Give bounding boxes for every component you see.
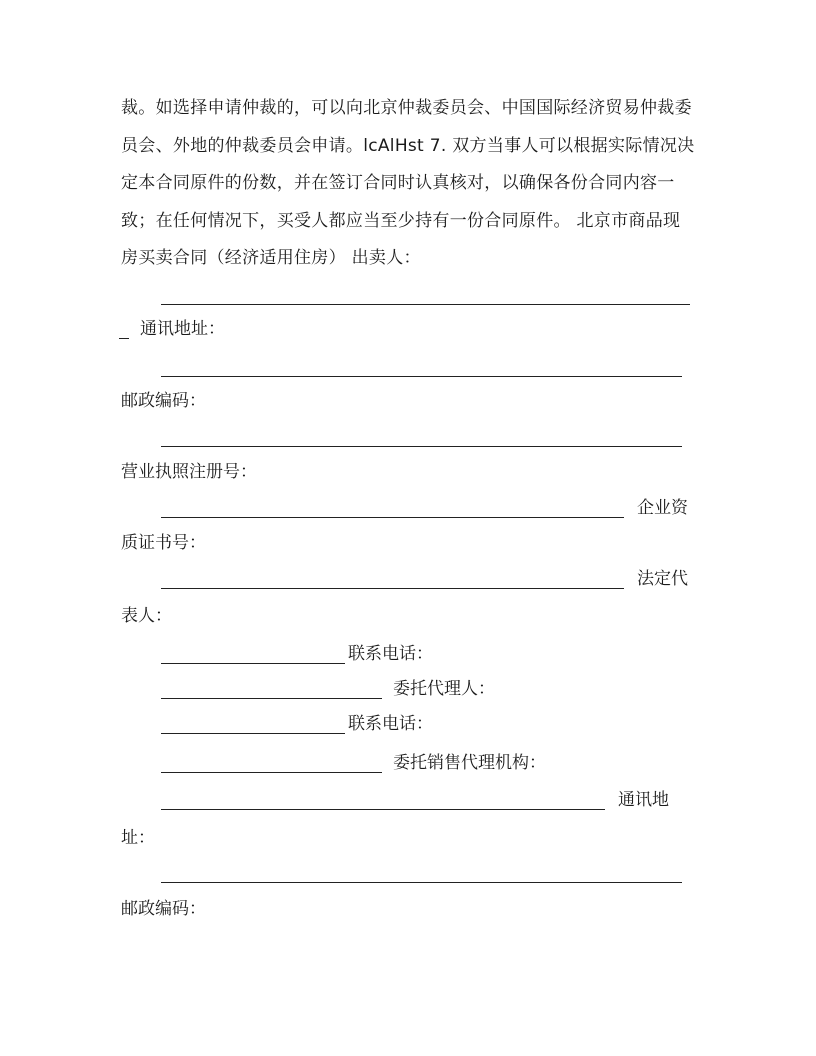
agent-label: 委托代理人： [393, 679, 495, 699]
qualification-label-a: 企业资 [637, 498, 688, 518]
agent-blank-line[interactable] [161, 713, 345, 734]
business-license-blank-line[interactable] [161, 497, 624, 518]
sales-agency-blank-line[interactable] [161, 789, 605, 810]
sales-agency-row [0, 752, 816, 782]
legal-rep-row [0, 568, 816, 598]
phone-row-2 [0, 713, 816, 743]
seller-blank-line[interactable] [161, 284, 690, 305]
legal-rep-row-b [0, 605, 816, 635]
postcode-row-1 [0, 390, 816, 420]
phone-label-2: 联系电话： [348, 714, 433, 734]
postcode-label-1: 邮政编码： [121, 391, 206, 411]
legal-rep-label-a: 法定代 [637, 569, 688, 589]
address-row [0, 318, 816, 348]
qualification-label-b: 质证书号： [121, 533, 206, 553]
qualification-blank-line[interactable] [161, 568, 624, 589]
phone-blank-line-1[interactable] [161, 678, 382, 699]
sales-agency-label: 委托销售代理机构： [393, 753, 546, 773]
postcode-blank-row-1 [0, 426, 816, 456]
address2-row-b [0, 827, 816, 857]
phone-row-1 [0, 643, 816, 673]
agent-row [0, 678, 816, 708]
address-label: 通讯地址： [140, 319, 225, 339]
address-blank-row [0, 356, 816, 386]
phone-label-1: 联系电话： [348, 644, 433, 664]
address2-label-a: 通讯地 [618, 790, 669, 810]
business-license-row [0, 461, 816, 491]
legal-rep-blank-line[interactable] [161, 643, 345, 664]
address2-blank-row [0, 862, 816, 892]
intro-paragraph: 裁。如选择申请仲裁的，可以向北京仲裁委员会、中国国际经济贸易仲裁委员会、外地的仲裁委员会申请。lcAlHst 7. 双方当事人可以根据实际情况决定本合同原件的份数，并在签订合同时认真核对，以确保各份合同内容一致；在任何情况下，买受人都应当至少持有一份合同原件。 北京市商品现房买卖合同（经济适用住房） 出卖人： [121, 98, 695, 268]
address2-row [0, 789, 816, 819]
qualification-row [0, 497, 816, 527]
qualification-row-b [0, 532, 816, 562]
postcode-label-2: 邮政编码： [121, 899, 206, 919]
address-leading-blank [119, 318, 129, 339]
business-license-label: 营业执照注册号： [121, 462, 257, 482]
address-blank-line[interactable] [161, 356, 682, 377]
address2-label-b: 址： [121, 828, 155, 848]
address2-blank-line[interactable] [161, 862, 682, 883]
postcode-blank-line-1[interactable] [161, 426, 682, 447]
phone-blank-line-2[interactable] [161, 752, 382, 773]
legal-rep-label-b: 表人： [121, 606, 172, 626]
seller-blank-row [0, 284, 816, 314]
postcode-row-2 [0, 898, 816, 928]
